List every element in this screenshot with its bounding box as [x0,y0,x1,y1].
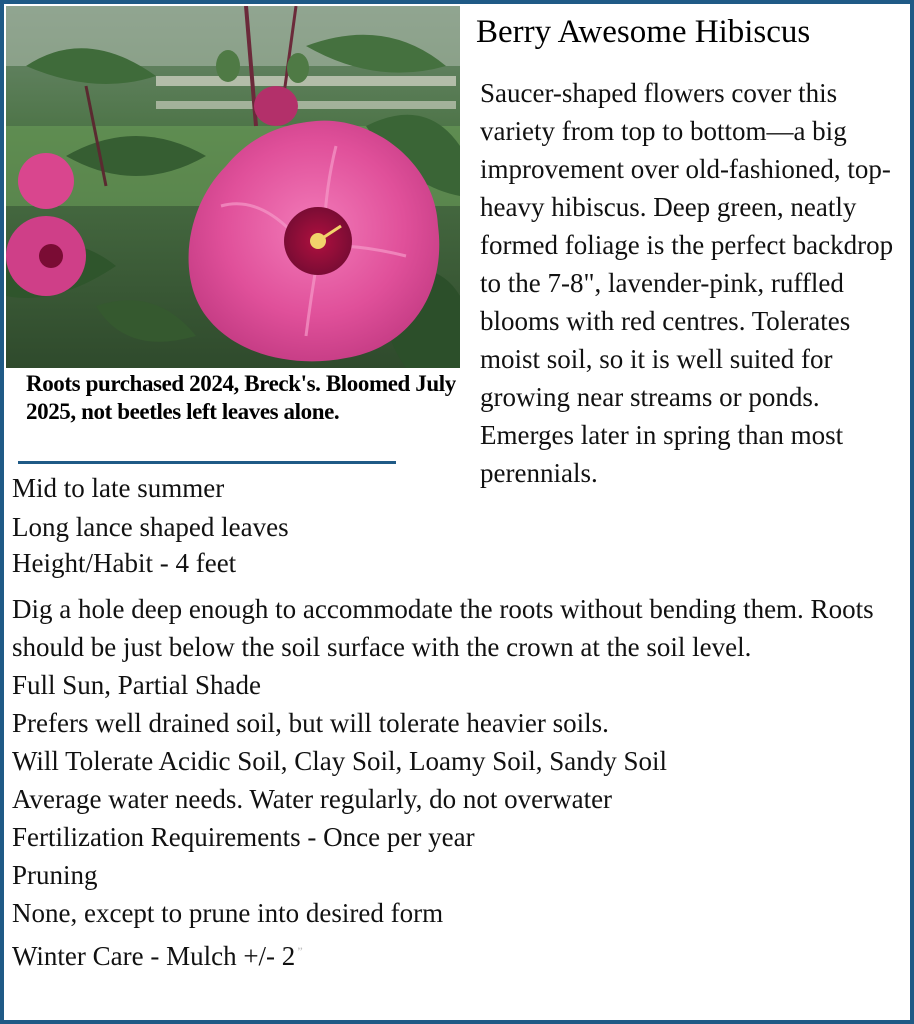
soil-drainage: Prefers well drained soil, but will tolerate heavier soils. [12,708,609,738]
pruning-instructions: None, except to prune into desired form [12,898,444,928]
hibiscus-photo [6,6,460,368]
plant-info-card [4,4,910,1020]
winter-care [12,932,902,975]
plant-description: Saucer-shaped flowers cover this variety from top to bottom—a big improvement over old-fashioned, top-heavy hibiscus. Deep green, neatly formed foliage is the perfect backdrop to the 7-8", lavender-pink, ruffled blooms with red centres. Tolerates moist soil, so it is well suited for growing near streams or ponds. Emerges later in spring than most perennials. [480,78,894,488]
plant-traits [12,467,289,581]
care-instructions [12,590,902,975]
bloom-time: Mid to late summer [12,473,225,503]
inch-mark: ” [297,944,303,958]
planting-instructions: Dig a hole deep enough to accommodate the roots without bending them. Roots should be just below the soil surface with the crown at the soil level. [12,594,874,662]
sun-requirements: Full Sun, Partial Shade [12,670,261,700]
pruning-heading: Pruning [12,860,98,890]
hibiscus-flower-image [6,6,460,368]
winter-care-text: Winter Care - Mulch +/- 2 [12,941,296,971]
water-needs: Average water needs. Water regularly, do not overwater [12,784,613,814]
page-title: Berry Awesome Hibiscus [476,14,811,50]
fertilization: Fertilization Requirements - Once per year [12,822,475,852]
photo-caption: Roots purchased 2024, Breck's. Bloomed July 2025, not beetles left leaves alone. [26,371,456,424]
caption-divider [18,461,396,464]
height-habit: Height/Habit - 4 feet [12,548,237,578]
foliage-description: Long lance shaped leaves [12,512,289,542]
soil-types: Will Tolerate Acidic Soil, Clay Soil, Loamy Soil, Sandy Soil [12,746,668,776]
